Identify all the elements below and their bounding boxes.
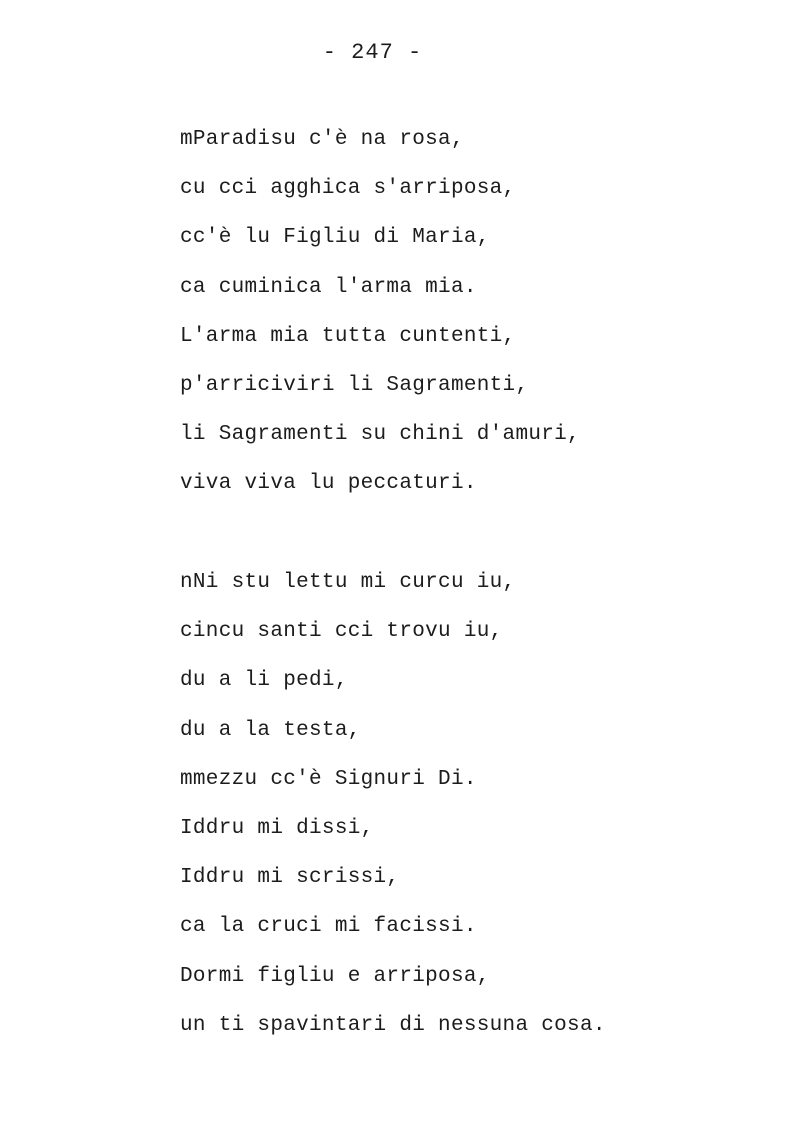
page-number: - 247 - — [322, 40, 423, 65]
verse-line: li Sagramenti su chini d'amuri, — [180, 423, 580, 447]
verse-line: du a li pedi, — [180, 669, 348, 693]
verse-line: cu cci agghica s'arriposa, — [180, 177, 516, 201]
verse-line: L'arma mia tutta cuntenti, — [180, 324, 516, 348]
verse-line: p'arriciviri li Sagramenti, — [180, 373, 529, 397]
verse-line: mmezzu cc'è Signuri Di. — [180, 767, 477, 791]
verse-line: ca cuminica l'arma mia. — [180, 275, 477, 299]
verse-line: Dormi figliu e arriposa, — [180, 964, 490, 988]
verse-line: Iddru mi dissi, — [180, 816, 374, 840]
verse-line: Iddru mi scrissi, — [180, 866, 400, 890]
verse-line: nNi stu lettu mi curcu iu, — [180, 571, 516, 594]
verse-line: cc'è lu Figliu di Maria, — [180, 226, 490, 250]
verse-line: un ti spavintari di nessuna cosa. — [180, 1013, 606, 1037]
verse-line: cincu santi cci trovu iu, — [180, 620, 503, 644]
verse-line: viva viva lu peccaturi. — [180, 472, 477, 496]
stanza-1 — [180, 126, 580, 520]
verse-line: mParadisu c'è na rosa, — [180, 128, 464, 151]
verse-line: du a la testa, — [180, 718, 361, 742]
verse-line: ca la cruci mi facissi. — [180, 915, 477, 939]
stanza-2 — [180, 569, 606, 1061]
